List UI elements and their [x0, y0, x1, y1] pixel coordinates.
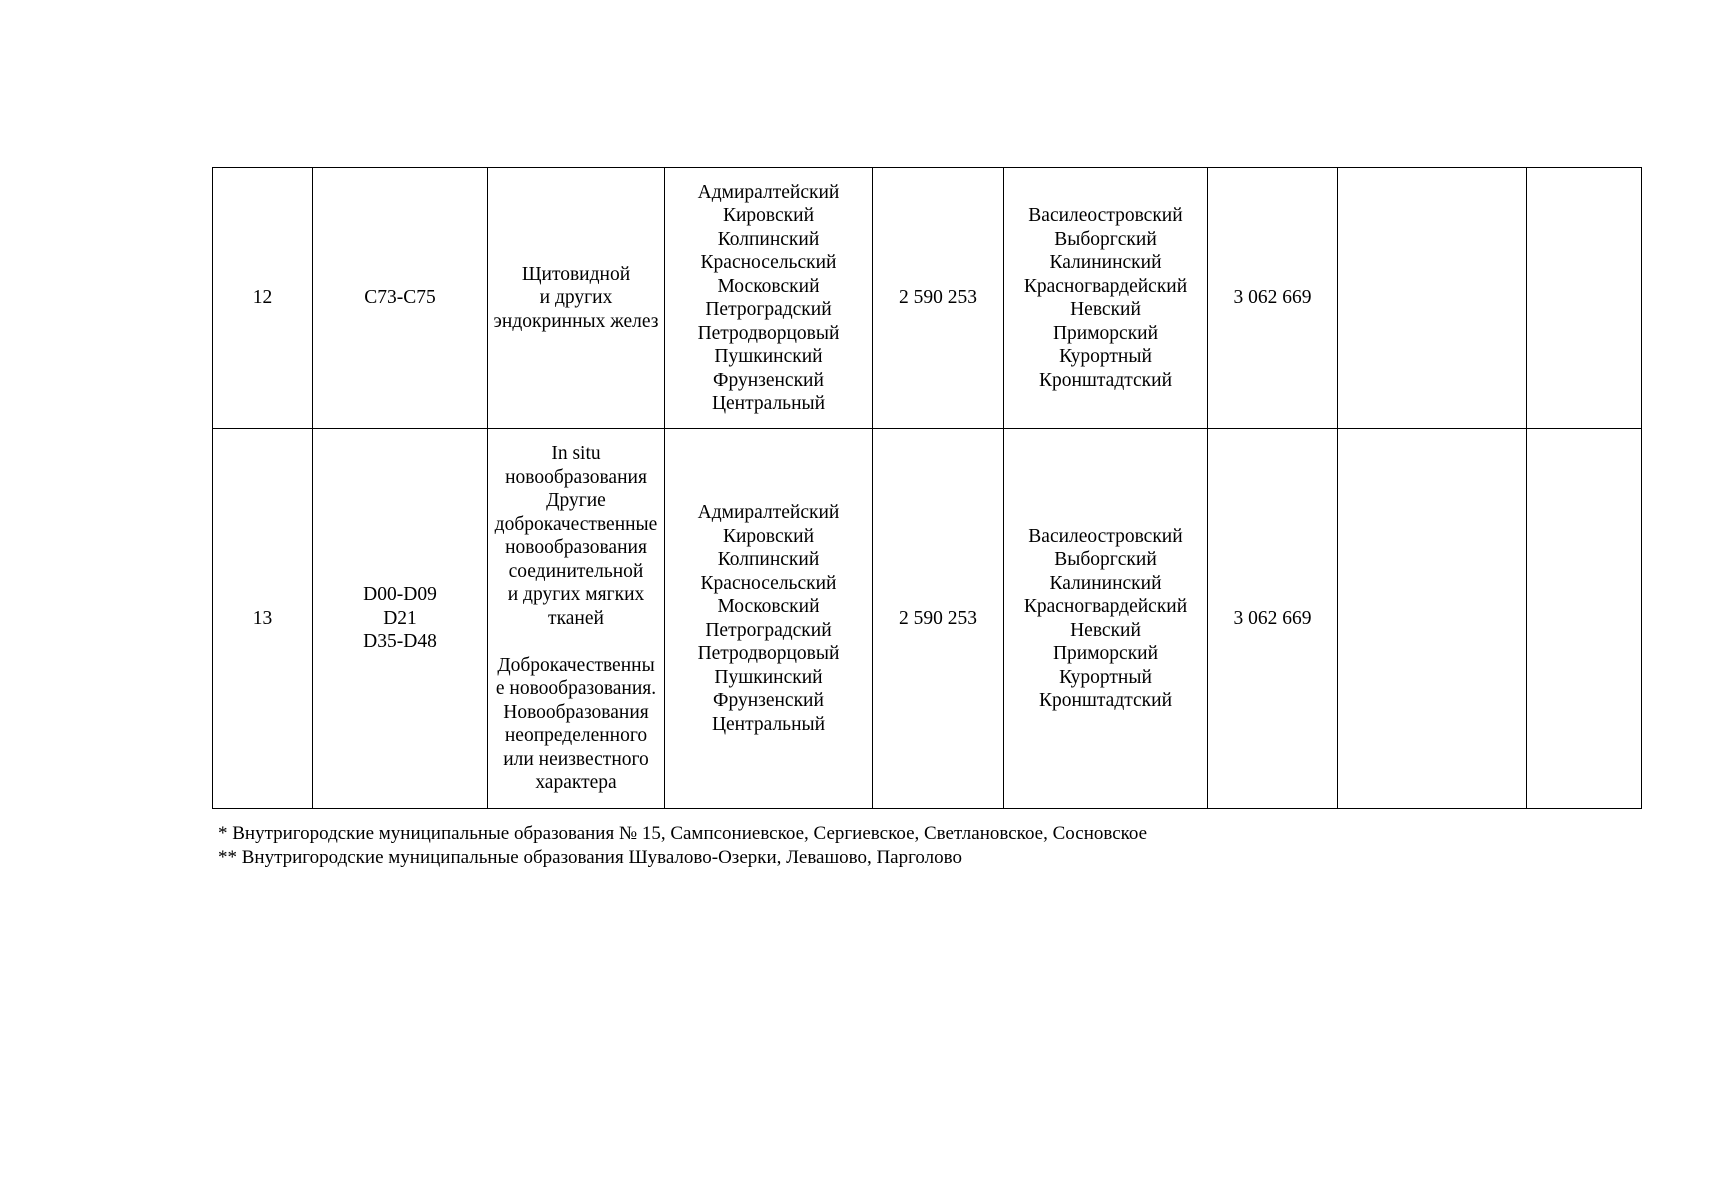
- empty-cell: [1338, 429, 1527, 809]
- description-cell: Щитовидной и других эндокринных желез: [488, 168, 665, 429]
- empty-cell: [1338, 168, 1527, 429]
- amount-group-b-cell: 3 062 669: [1208, 429, 1338, 809]
- data-table: [212, 167, 1642, 809]
- icd-codes-cell: C73-C75: [313, 168, 488, 429]
- description-cell: In situ новообразования Другие доброкачественные новообразования соединительной и других мягких тканей Доброкачественны е новообразования. Новообразования неопределенного или неизвестного характера: [488, 429, 665, 809]
- row-number-cell: 12: [213, 168, 313, 429]
- districts-group-b-cell: Василеостровский Выборгский Калининский Красногвардейский Невский Приморский Курортный Кронштадтский: [1004, 429, 1208, 809]
- amount-group-a-cell: 2 590 253: [873, 168, 1004, 429]
- districts-group-b-cell: Василеостровский Выборгский Калининский Красногвардейский Невский Приморский Курортный Кронштадтский: [1004, 168, 1208, 429]
- districts-group-a-cell: Адмиралтейский Кировский Колпинский Красносельский Московский Петроградский Петродворцовый Пушкинский Фрунзенский Центральный: [665, 429, 873, 809]
- districts-group-a-cell: Адмиралтейский Кировский Колпинский Красносельский Московский Петроградский Петродворцовый Пушкинский Фрунзенский Центральный: [665, 168, 873, 429]
- icd-codes-cell: D00-D09 D21 D35-D48: [313, 429, 488, 809]
- footnotes: [218, 822, 1618, 870]
- amount-group-a-cell: 2 590 253: [873, 429, 1004, 809]
- row-number-cell: 13: [213, 429, 313, 809]
- empty-cell: [1527, 429, 1642, 809]
- footnote-single-asterisk: * Внутригородские муниципальные образования № 15, Сампсониевское, Сергиевское, Светлановское, Сосновское: [218, 823, 1148, 844]
- table-row: [213, 168, 1642, 429]
- amount-group-b-cell: 3 062 669: [1208, 168, 1338, 429]
- footnote-double-asterisk: ** Внутригородские муниципальные образования Шувалово-Озерки, Левашово, Парголово: [218, 847, 963, 868]
- table-row: [213, 429, 1642, 809]
- empty-cell: [1527, 168, 1642, 429]
